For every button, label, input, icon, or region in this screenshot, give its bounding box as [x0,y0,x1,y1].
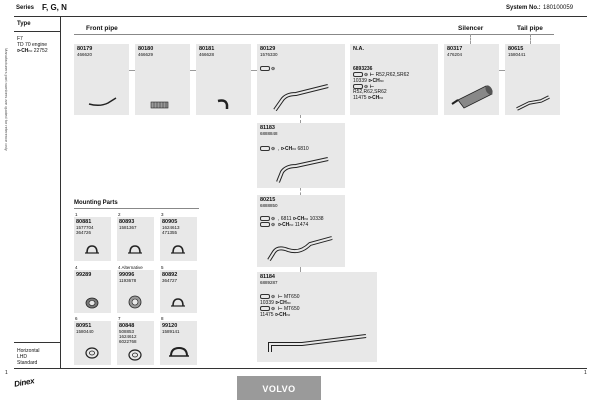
mounting-num: 5 [161,265,164,270]
fitting-note-row: ⊙ ⊢ MT650 [260,306,300,312]
part-code: 80215 [260,197,276,203]
bent-pipe-icon [88,96,118,110]
tail-connector [530,34,531,44]
mounting-ref: 471355 [162,230,178,235]
part-ref: 1576330 [260,52,278,57]
series-label: Series [16,5,35,11]
na-note-text: R52,R62,SR62 [375,72,410,78]
clamp-icon [170,296,186,310]
page-number-right: 1 [584,370,587,376]
mounting-ref: 1580440 [76,329,94,334]
system-value: 180100059 [543,5,574,11]
alternative-label: Alternative [121,265,143,270]
series-value: F, G, N [42,3,67,12]
mounting-num: 8 [161,316,164,321]
part-code: 80181 [199,46,215,52]
alt-connector [300,188,301,195]
s-pipe-icon [266,232,336,264]
front-pipe-rule [74,34,444,35]
part-ref: 466629 [138,52,154,57]
mounting-code: 99289 [76,272,92,278]
model-name: F7 [17,36,23,42]
exhaust-rule [444,34,554,35]
tail-pipe-heading: Tail pipe [517,25,543,32]
mounting-code: 80848 [119,323,135,329]
drive-label: LHD [17,354,28,360]
fitting-note-text: MT650 [283,294,300,300]
fitting-note-row: ⊙ ⊳CHno 11474 [260,222,308,228]
ch-code-row: ⊳CHno 22752 [17,48,48,54]
fitting-symbol-icon [260,222,270,227]
mounting-ref: 1624613 [162,225,180,230]
mounting-ref: 1589141 [162,329,180,334]
mounting-num: 4 [75,265,78,270]
mounting-ref: 1581367 [119,225,137,230]
clamp-icon [127,243,143,257]
fitting-symbol-icon [260,66,270,71]
ch-symbol-icon: ⊳CH [17,48,29,54]
dinex-logo [13,376,35,388]
part-code: 80179 [77,46,93,52]
part-code: 80129 [260,46,276,52]
long-pipe-icon [272,82,332,112]
type-label: Type [17,21,31,27]
mounting-rule [74,208,199,209]
part-ref: 476204 [447,52,463,57]
mounting-ref: 1577704 [76,225,94,230]
mounting-num: 7 [118,316,121,321]
mounting-ref: 364727 [162,278,178,283]
na-note-row: ⊙ ⊢ [353,84,374,90]
variant-label: Standard [17,360,38,366]
mounting-ref: 6022768 [119,339,137,344]
silencer-heading: Silencer [458,25,484,32]
na-note-row: 11475 ⊳CHno [353,95,384,101]
mounting-code: 80892 [162,272,178,278]
mounting-code: 80951 [76,323,92,329]
fitting-symbol-icon [260,294,270,299]
fitting-note-text: MT650 [283,306,300,312]
na-note-text: 10339 [353,78,367,84]
mounting-num: 2 [118,212,121,217]
fitting-note-row: ⊙ , 6811 ⊳CHno 10338 [260,216,324,222]
part-ref: 466620 [77,52,93,57]
dinex-logo-text: Dinex [13,376,35,389]
na-note-row: 10339 ⊳CHno [353,78,384,84]
left-panel-rule [60,16,61,368]
tail-pipe-icon [515,95,551,113]
silencer-icon [450,82,494,108]
orientation-label: Horizontal [17,348,40,354]
clamp-icon [84,243,100,257]
system-label: System No.: [506,5,541,11]
elbow-pipe-icon [216,97,230,111]
fitting-note-row: ⊙ ⊢ MT650 [260,294,300,300]
part-code: 80615 [508,46,524,52]
mounting-ref: 1193678 [119,278,137,283]
long-pipe-icon [262,326,374,356]
part-code: 80317 [447,46,463,52]
part-ref: 6888848 [260,131,278,136]
fitting-note-row: 10339 ⊳CHno [260,300,291,306]
part-ref: 466628 [199,52,215,57]
bottom-rule [14,342,60,343]
part-ref: 6889287 [260,280,278,285]
fitting-symbol-icon [353,72,363,77]
header-rule [14,16,587,17]
na-note-row: ⊙ ⊢ R52,R62,SR62 [353,72,409,78]
mounting-code: 80893 [119,219,135,225]
flex-hose-icon [150,100,170,110]
alt-connector [300,115,301,123]
part-ref: 6888850 [260,203,278,208]
fitting-note-text: 11475 [260,312,274,318]
volvo-brand: VOLVO [262,384,296,394]
mounting-num-text: 4 [118,265,121,270]
part-code: 80180 [138,46,154,52]
fitting-symbol-row: ⊙ [260,66,275,72]
fitting-symbol-icon [260,306,270,311]
ring-icon [84,296,100,310]
silencer-connector [470,34,471,44]
part-code: 81184 [260,274,275,280]
mounting-code: 99120 [162,323,178,329]
na-part-number: 6893236 [353,66,373,72]
mounting-code: 80905 [162,219,178,225]
mounting-code: 80881 [76,219,92,225]
mounting-ref: 364726 [76,230,92,235]
fitting-note-text: 6811 [280,216,292,222]
mounting-ref: 508853 [119,329,135,334]
washer-icon [84,346,100,360]
page-number-left: 1 [5,370,8,376]
clamp-icon [168,346,190,360]
washer-icon [127,348,143,362]
fitting-note-text: 6810 [297,146,309,152]
type-rule [14,31,60,32]
na-note-text: R52,R62,SR62 [353,89,387,95]
front-pipe-heading: Front pipe [86,25,118,32]
fitting-note-text: 11474 [294,222,309,228]
footer-rule [14,368,587,369]
fitting-symbol-icon [260,216,270,221]
mounting-num: 1 [75,212,78,217]
fitting-note-row: ⊙ , ⊳CHno 6810 [260,146,309,152]
part-code: 81183 [260,125,275,131]
na-note-text: 11475 [353,95,367,101]
fitting-note-row: 11475 ⊳CHno [260,312,291,318]
side-disclaimer: Manufacturers part numbers are quoted for reference only [4,48,9,151]
part-ref: 1580441 [508,52,526,57]
engine-name: TD 70 engine [17,42,48,48]
mounting-code: 99096 [119,272,135,278]
ch-code: 22752 [33,48,48,54]
ring-icon [127,294,143,310]
long-pipe-icon [272,156,332,184]
mounting-parts-heading: Mounting Parts [74,200,118,206]
fitting-symbol-icon [260,146,270,151]
fitting-note-text: 10339 [260,300,274,306]
mounting-ref: 1624612 [119,334,137,339]
fitting-note-text: 10338 [309,216,324,222]
clamp-icon [170,243,186,257]
part-code: N.A. [353,46,364,52]
mounting-num: 3 [161,212,164,217]
mounting-num: 6 [75,316,78,321]
